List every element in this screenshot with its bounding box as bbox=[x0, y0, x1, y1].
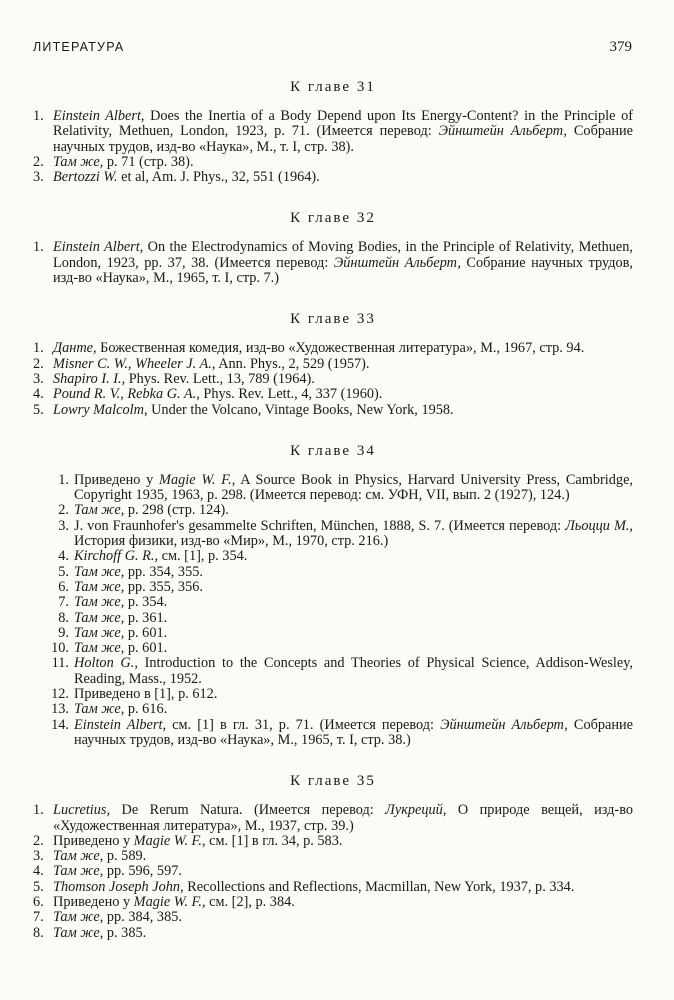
reference-text: pp. 384, 385. bbox=[103, 909, 182, 926]
reference-author: Там же, bbox=[53, 863, 104, 880]
reference-item bbox=[33, 611, 633, 626]
running-head: ЛИТЕРАТУРА bbox=[33, 40, 125, 54]
reference-item bbox=[33, 926, 633, 941]
reference-author: Shapiro I. I., bbox=[53, 370, 126, 387]
reference-author: Holton G., bbox=[74, 655, 138, 672]
reference-number: 9. bbox=[58, 624, 69, 641]
reference-number: 7. bbox=[58, 594, 69, 611]
reference-item bbox=[33, 240, 633, 286]
reference-text: pp. 596, 597. bbox=[103, 863, 182, 880]
reference-author: Там же, bbox=[74, 701, 125, 718]
reference-number: 7. bbox=[33, 909, 44, 926]
reference-item bbox=[33, 403, 633, 418]
reference-number: 11. bbox=[51, 655, 69, 672]
reference-text: A Source Book in Physics, Harvard University Press, Cambridge, Copyright 1935, 1963, p. 298. (Имеется перевод: см. УФН, VII, вып. 2 (1927), 124.) bbox=[74, 471, 633, 504]
reference-author: Там же, bbox=[53, 153, 104, 170]
reference-text: p. 385. bbox=[103, 924, 147, 941]
reference-number: 3. bbox=[33, 169, 44, 186]
reference-item bbox=[33, 864, 633, 879]
reference-number: 3. bbox=[33, 370, 44, 387]
reference-number: 5. bbox=[58, 563, 69, 580]
reference-item bbox=[33, 656, 633, 687]
reference-item bbox=[33, 687, 633, 702]
reference-author: Magie W. F., bbox=[133, 893, 206, 910]
reference-text: et al, Am. J. Phys., 32, 551 (1964). bbox=[117, 169, 320, 186]
reference-item bbox=[33, 473, 633, 504]
reference-author: Там же, bbox=[74, 594, 125, 611]
reference-text: Does the Inertia of a Body Depend upon Its Energy-Content? in the Principle of Relativity, Methuen, London, 1923, p. 71. (Имеется перевод: bbox=[53, 108, 633, 140]
reference-text: Under the Volcano, Vintage Books, New York, 1958. bbox=[147, 401, 454, 418]
reference-text: Phys. Rev. Lett., 4, 337 (1960). bbox=[199, 386, 383, 403]
reference-number: 4. bbox=[58, 548, 69, 565]
reference-number: 10. bbox=[51, 640, 69, 657]
reference-author: Эйнштейн Альберт, bbox=[438, 123, 567, 140]
reference-text: p. 354. bbox=[124, 594, 168, 611]
reference-item bbox=[33, 834, 633, 849]
reference-text: История физики, изд-во «Мир», М., 1970, стр. 216.) bbox=[74, 533, 389, 550]
reference-text: Ann. Phys., 2, 529 (1957). bbox=[215, 355, 370, 372]
reference-text: Приведено у bbox=[53, 893, 134, 910]
reference-number: 8. bbox=[33, 924, 44, 941]
reference-text: Божественная комедия, изд-во «Художественная литература», М., 1967, стр. 94. bbox=[96, 340, 585, 357]
chapter-heading: К главе 33 bbox=[290, 311, 376, 328]
reference-text: см. [1] в гл. 31, p. 71. (Имеется перевод: bbox=[166, 716, 441, 733]
reference-author: Magie W. F., bbox=[159, 471, 236, 488]
reference-author: Там же, bbox=[53, 848, 104, 865]
reference-number: 2. bbox=[33, 355, 44, 372]
reference-author: Lucretius, bbox=[53, 802, 111, 819]
reference-item bbox=[33, 565, 633, 580]
reference-item bbox=[33, 641, 633, 656]
reference-text: pp. 355, 356. bbox=[124, 578, 203, 595]
reference-author: Einstein Albert, bbox=[74, 716, 167, 733]
reference-number: 4. bbox=[33, 863, 44, 880]
reference-author: Там же, bbox=[74, 502, 125, 519]
reference-item bbox=[33, 595, 633, 610]
chapter-heading: К главе 31 bbox=[290, 79, 376, 95]
reference-author: Там же, bbox=[53, 924, 104, 941]
reference-item bbox=[33, 155, 633, 170]
reference-number: 13. bbox=[51, 701, 69, 718]
reference-item bbox=[33, 718, 633, 749]
reference-list bbox=[33, 109, 633, 185]
reference-author: Kirchoff G. R., bbox=[74, 548, 159, 565]
reference-text: p. 298 (стр. 124). bbox=[124, 502, 229, 519]
reference-item bbox=[33, 549, 633, 564]
reference-number: 1. bbox=[58, 471, 69, 488]
reference-item bbox=[33, 503, 633, 518]
reference-author: Лукреций, bbox=[385, 802, 447, 819]
reference-author: Там же, bbox=[74, 609, 125, 626]
reference-author: Lowry Malcolm, bbox=[53, 401, 148, 418]
reference-text: Собрание научных трудов, изд-во «Наука», М., 1965, т. I, стр. 7.) bbox=[53, 254, 633, 287]
reference-number: 2. bbox=[33, 832, 44, 849]
reference-number: 8. bbox=[58, 609, 69, 626]
page-header bbox=[33, 40, 632, 58]
reference-list bbox=[33, 803, 633, 941]
reference-item bbox=[33, 387, 633, 402]
reference-author: Эйнштейн Альберт, bbox=[440, 716, 568, 733]
reference-text: pp. 354, 355. bbox=[124, 563, 203, 580]
reference-number: 1. bbox=[33, 802, 44, 819]
reference-text: p. 616. bbox=[124, 701, 168, 718]
reference-author: Льоцци М., bbox=[565, 517, 633, 534]
reference-text: см. [1] в гл. 34, p. 583. bbox=[205, 832, 343, 849]
reference-text: p. 589. bbox=[103, 848, 147, 865]
reference-author: Там же, bbox=[53, 909, 104, 926]
reference-text: Приведено у bbox=[53, 832, 134, 849]
reference-item bbox=[33, 372, 633, 387]
references-body bbox=[33, 78, 633, 965]
reference-number: 1. bbox=[33, 340, 44, 357]
reference-author: Данте, bbox=[53, 340, 97, 357]
reference-author: Thomson Joseph John, bbox=[53, 878, 184, 895]
reference-list bbox=[33, 473, 633, 748]
reference-number: 6. bbox=[33, 893, 44, 910]
reference-number: 1. bbox=[33, 108, 44, 124]
reference-item bbox=[33, 109, 633, 155]
reference-text: Собрание научных трудов, изд-во «Наука», М., т. I, стр. 38). bbox=[53, 123, 633, 155]
reference-list bbox=[33, 240, 633, 286]
reference-number: 4. bbox=[33, 386, 44, 403]
reference-item bbox=[33, 910, 633, 925]
reference-author: Там же, bbox=[74, 624, 125, 641]
reference-author: Там же, bbox=[74, 640, 125, 657]
reference-author: Pound R. V., Rebka G. A., bbox=[53, 386, 200, 403]
reference-item bbox=[33, 357, 633, 372]
reference-author: Там же, bbox=[74, 578, 125, 595]
reference-author: Там же, bbox=[74, 563, 125, 580]
reference-number: 3. bbox=[33, 848, 44, 865]
reference-author: Misner C. W., Wheeler J. A., bbox=[53, 355, 216, 372]
reference-item bbox=[33, 803, 633, 834]
chapter-heading: К главе 34 bbox=[290, 442, 376, 459]
reference-text: О природе вещей, изд-во «Художественная литература», М., 1937, стр. 39.) bbox=[53, 802, 633, 834]
reference-author: Magie W. F., bbox=[133, 832, 206, 849]
reference-number: 5. bbox=[33, 878, 44, 895]
reference-item bbox=[33, 580, 633, 595]
reference-text: Собрание научных трудов, изд-во «Наука», М., 1965, т. I, стр. 38.) bbox=[74, 716, 634, 748]
reference-text: Приведено у bbox=[74, 471, 160, 488]
reference-text: De Rerum Natura. (Имеется перевод: bbox=[110, 802, 386, 819]
reference-text: см. [1], p. 354. bbox=[158, 548, 248, 565]
reference-number: 5. bbox=[33, 401, 44, 418]
reference-text: p. 601. bbox=[124, 624, 168, 641]
reference-author: Einstein Albert, bbox=[53, 108, 145, 124]
reference-number: 2. bbox=[58, 502, 69, 519]
reference-text: Introduction to the Concepts and Theories of Physical Science, Addison-Wesley, Reading, Mass., 1952. bbox=[74, 655, 634, 687]
reference-number: 3. bbox=[58, 517, 69, 534]
reference-text: p. 361. bbox=[124, 609, 168, 626]
reference-text: J. von Fraunhofer's gesammelte Schriften, München, 1888, S. 7. (Имеется перевод: bbox=[74, 517, 566, 534]
reference-list bbox=[33, 341, 633, 417]
reference-item bbox=[33, 341, 633, 356]
reference-item bbox=[33, 702, 633, 717]
reference-item bbox=[33, 519, 633, 550]
reference-item bbox=[33, 626, 633, 641]
reference-item bbox=[33, 170, 633, 185]
reference-author: Bertozzi W. bbox=[53, 169, 118, 186]
reference-author: Einstein Albert, bbox=[53, 239, 144, 256]
reference-number: 1. bbox=[33, 239, 44, 256]
reference-text: p. 601. bbox=[124, 640, 168, 657]
reference-item bbox=[33, 849, 633, 864]
page-number: 379 bbox=[609, 39, 632, 55]
reference-number: 2. bbox=[33, 153, 44, 170]
reference-text: Phys. Rev. Lett., 13, 789 (1964). bbox=[125, 370, 315, 387]
reference-text: Recollections and Reflections, Macmillan, New York, 1937, p. 334. bbox=[183, 878, 575, 895]
reference-text: p. 71 (стр. 38). bbox=[103, 153, 194, 170]
reference-item bbox=[33, 880, 633, 895]
reference-number: 6. bbox=[58, 578, 69, 595]
reference-text: Приведено в [1], p. 612. bbox=[74, 686, 218, 703]
reference-item bbox=[33, 895, 633, 910]
reference-text: On the Electrodynamics of Moving Bodies, in the Principle of Relativity, Methuen, London, 1923, pp. 37, 38. (Имеется перевод: bbox=[53, 239, 633, 271]
chapter-heading: К главе 35 bbox=[290, 773, 376, 790]
reference-number: 12. bbox=[51, 686, 69, 703]
reference-author: Эйнштейн Альберт, bbox=[333, 254, 461, 271]
chapter-heading: К главе 32 bbox=[290, 210, 376, 227]
reference-text: см. [2], p. 384. bbox=[205, 893, 295, 910]
reference-number: 14. bbox=[51, 716, 69, 733]
